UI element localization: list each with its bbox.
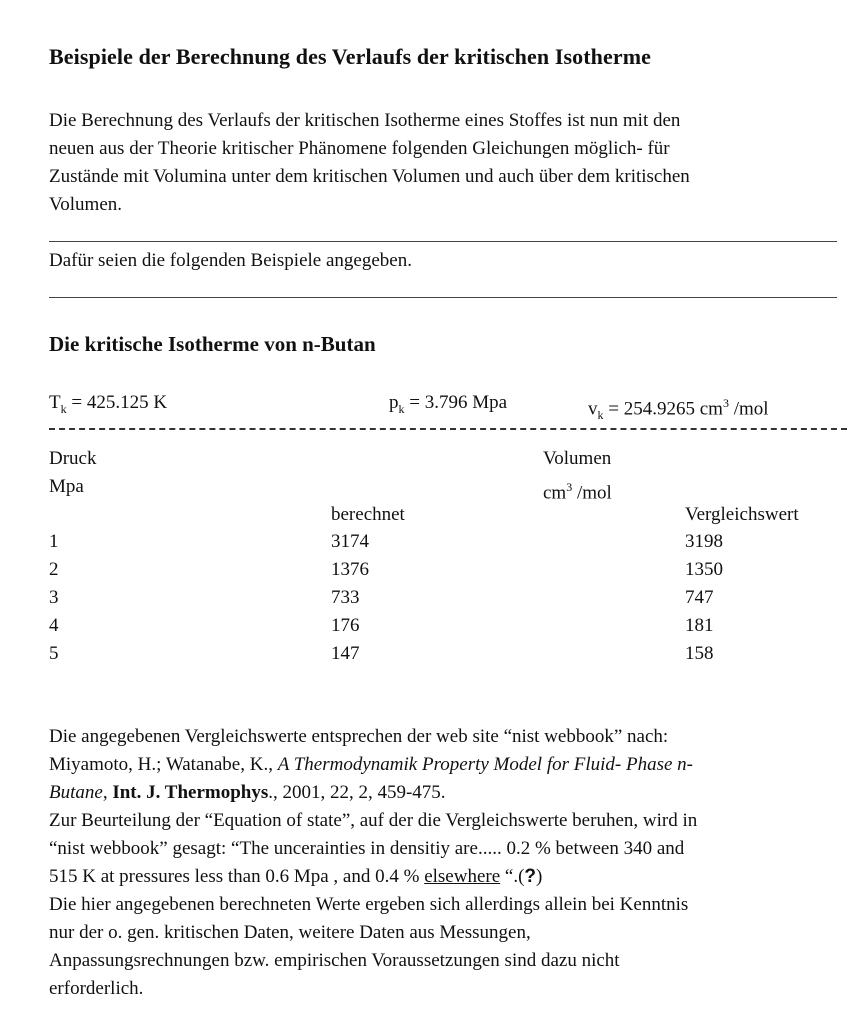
- ref-cell: 747: [685, 587, 714, 608]
- question-mark: ?: [524, 866, 537, 887]
- text-line: “nist webbook” gesagt: “The uncerainties in densitiy are..... 0.2 % between 340 and: [49, 838, 685, 859]
- critical-pressure: $p_k = 3.796$ Mpa: [389, 392, 508, 416]
- dashed-divider: [49, 428, 847, 430]
- ref-cell: 158: [685, 643, 714, 664]
- page-title: Beispiele der Berechnung des Verlaufs der kritischen Isotherme: [49, 44, 652, 69]
- calc-cell: 1376: [331, 559, 369, 580]
- calc-cell: 176: [331, 615, 360, 636]
- pressure-cell: 2: [49, 559, 59, 580]
- pressure-header: Druck: [49, 448, 97, 469]
- ref-cell: 181: [685, 615, 714, 636]
- pressure-unit: Mpa: [49, 476, 84, 497]
- calc-cell: 3174: [331, 531, 369, 552]
- text-line: Anpassungsrechnungen bzw. empirischen Voraussetzungen sind dazu nicht: [49, 950, 620, 971]
- ref-header: Vergleichswert: [685, 504, 799, 525]
- text-line: Die hier angegebenen berechneten Werte ergeben sich allerdings allein bei Kenntnis: [49, 894, 689, 915]
- text-line: Zur Beurteilung der “Equation of state”, auf der die Vergleichswerte beruhen, wird in: [49, 810, 698, 831]
- references-paragraph: [49, 723, 859, 1003]
- text-line: erforderlich.: [49, 978, 144, 999]
- pressure-cell: 1: [49, 531, 59, 552]
- divider-top: [49, 241, 837, 242]
- pressure-cell: 4: [49, 615, 59, 636]
- pressure-cell: 5: [49, 643, 59, 664]
- text-line: nur der o. gen. kritischen Daten, weitere Daten aus Messungen,: [49, 922, 531, 943]
- critical-temperature: $T_k = 425.125$ K: [49, 392, 168, 416]
- intro-paragraph: [49, 107, 849, 219]
- critical-volume: $v_k = 254.9265$ $cm^3$ /mol: [588, 396, 769, 423]
- intro-line: Zustände mit Volumina unter dem kritischen Volumen und auch über dem kritischen: [49, 166, 690, 187]
- intro-line: neuen aus der Theorie kritischer Phänomene folgenden Gleichungen möglich- für: [49, 138, 670, 159]
- elsewhere-underlined: elsewhere: [424, 866, 501, 887]
- text-line: Butane, Int. J. Thermophys., 2001, 22, 2, 459-475.: [49, 782, 446, 803]
- examples-note: Dafür seien die folgenden Beispiele angegeben.: [49, 250, 412, 271]
- section-title: Die kritische Isotherme von n-Butan: [49, 332, 376, 356]
- ref-cell: 3198: [685, 531, 723, 552]
- pressure-cell: 3: [49, 587, 59, 608]
- intro-line: Die Berechnung des Verlaufs der kritischen Isotherme eines Stoffes ist nun mit den: [49, 110, 681, 131]
- volume-unit: $cm^3$ /mol: [543, 480, 612, 504]
- calc-header: berechnet: [331, 504, 405, 525]
- text-line: 515 K at pressures less than 0.6 Mpa , and 0.4 % elsewhere “.(?): [49, 866, 543, 887]
- intro-line: Volumen.: [49, 194, 123, 215]
- text-line: Die angegebenen Vergleichswerte entsprechen der web site “nist webbook” nach:: [49, 726, 669, 747]
- ref-cell: 1350: [685, 559, 723, 580]
- text-line: Miyamoto, H.; Watanabe, K., A Thermodynamik Property Model for Fluid- Phase n-: [49, 754, 694, 775]
- divider-bottom: [49, 297, 837, 298]
- calc-cell: 147: [331, 643, 360, 664]
- volume-header: Volumen: [543, 448, 612, 469]
- calc-cell: 733: [331, 587, 360, 608]
